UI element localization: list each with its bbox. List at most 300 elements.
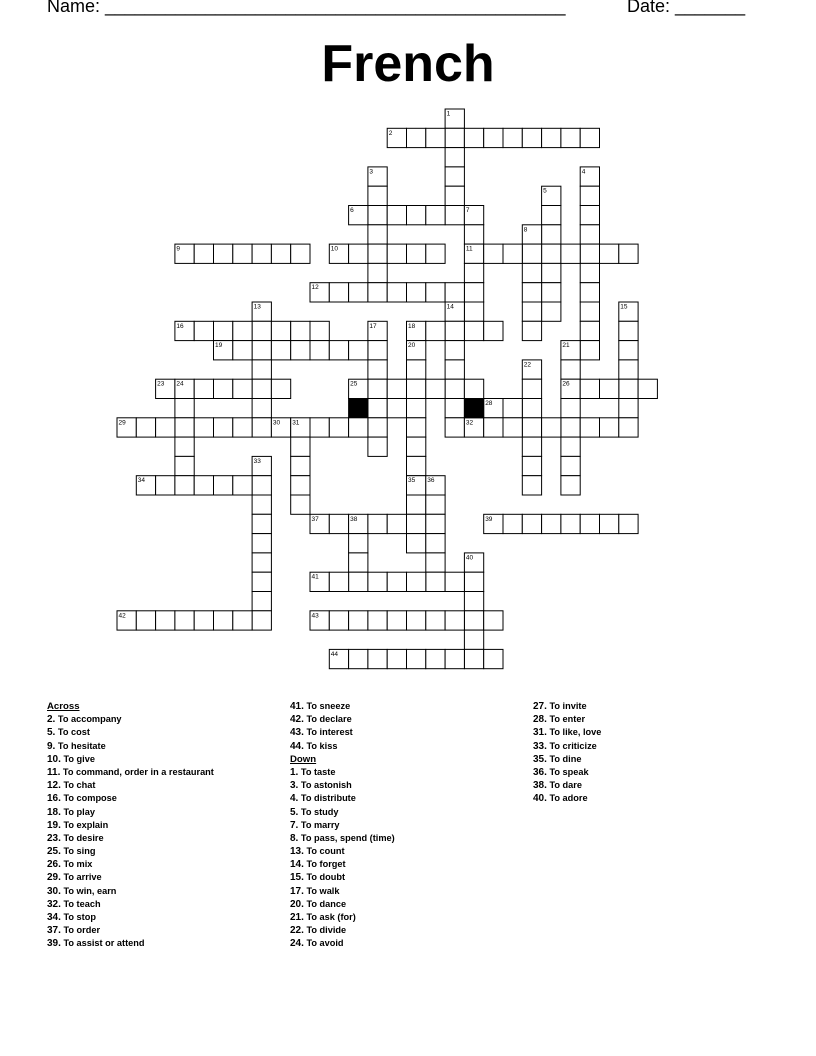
grid-cell[interactable] (426, 283, 445, 302)
grid-cell[interactable] (561, 456, 580, 475)
grid-cell[interactable] (252, 321, 271, 340)
grid-cell[interactable] (252, 341, 271, 360)
clue-column-2 (290, 700, 395, 951)
clue-number: 27 (350, 400, 358, 407)
grid-cell[interactable] (407, 128, 426, 147)
clue-item-text: To cost (55, 727, 90, 738)
grid-cell[interactable] (329, 572, 348, 591)
grid-cell[interactable] (368, 514, 387, 533)
grid-cell[interactable] (368, 572, 387, 591)
grid-cell[interactable] (464, 321, 483, 340)
grid-cell[interactable] (368, 225, 387, 244)
grid-cell[interactable] (329, 611, 348, 630)
grid-cell[interactable] (445, 167, 464, 186)
grid-cell[interactable] (175, 437, 194, 456)
grid-cell[interactable] (542, 244, 561, 263)
grid-cell[interactable] (349, 341, 368, 360)
grid-cell[interactable] (464, 379, 483, 398)
clue-number: 2 (388, 129, 393, 137)
grid-cell[interactable] (407, 418, 426, 437)
grid-cell[interactable] (503, 399, 522, 418)
clue-item-text: To taste (298, 766, 336, 777)
clue-item-number: 30. (47, 885, 61, 897)
grid-cell[interactable] (619, 360, 638, 379)
grid-cell[interactable] (175, 476, 194, 495)
grid-cell[interactable] (619, 321, 638, 340)
clue-number: 37 (311, 515, 319, 523)
grid-cell[interactable] (387, 379, 406, 398)
grid-cell[interactable] (522, 283, 541, 302)
grid-cell[interactable] (503, 244, 522, 263)
date-field-label: Date: _______ (627, 0, 746, 16)
grid-cell[interactable] (252, 495, 271, 514)
grid-cell[interactable] (214, 321, 233, 340)
grid-cell[interactable] (445, 379, 464, 398)
grid-cell[interactable] (464, 630, 483, 649)
grid-cell[interactable] (407, 379, 426, 398)
grid-cell[interactable] (387, 649, 406, 668)
grid-cell[interactable] (368, 206, 387, 225)
clue-item (290, 700, 395, 713)
grid-cell[interactable] (484, 418, 503, 437)
clue-item-number: 44. (290, 740, 304, 752)
grid-cell[interactable] (464, 283, 483, 302)
grid-cell[interactable] (214, 476, 233, 495)
grid-cell[interactable] (291, 456, 310, 475)
grid-cell[interactable] (407, 360, 426, 379)
clue-item-number: 33. (533, 740, 547, 752)
grid-cell[interactable] (387, 514, 406, 533)
grid-cell[interactable] (214, 244, 233, 263)
grid-cell[interactable] (464, 572, 483, 591)
grid-cell[interactable] (233, 379, 252, 398)
clue-item-text: To avoid (303, 938, 344, 949)
grid-cell[interactable] (252, 476, 271, 495)
clue-item (47, 885, 214, 898)
grid-cell[interactable] (136, 611, 155, 630)
grid-cell[interactable] (175, 456, 194, 475)
grid-cell[interactable] (619, 514, 638, 533)
grid-cell[interactable] (407, 399, 426, 418)
grid-cell[interactable] (580, 418, 599, 437)
grid-cell[interactable] (368, 611, 387, 630)
clue-item-number: 39. (47, 938, 61, 950)
grid-cell[interactable] (329, 418, 348, 437)
grid-cell[interactable] (580, 263, 599, 282)
grid-cell[interactable] (503, 514, 522, 533)
grid-cell[interactable] (426, 649, 445, 668)
grid-cell[interactable] (522, 321, 541, 340)
grid-cell[interactable] (445, 611, 464, 630)
grid-cell[interactable] (407, 649, 426, 668)
clue-item-text: To sing (60, 846, 96, 857)
grid-cell[interactable] (580, 379, 599, 398)
grid-cell[interactable] (233, 244, 252, 263)
grid-cell[interactable] (368, 418, 387, 437)
grid-cell[interactable] (291, 495, 310, 514)
grid-cell[interactable] (522, 128, 541, 147)
clue-item-text: To pass, spend (time) (298, 832, 395, 843)
grid-cell[interactable] (445, 399, 464, 418)
clue-item-number: 13. (290, 846, 304, 858)
clue-number: 41 (311, 573, 319, 581)
grid-cell[interactable] (426, 572, 445, 591)
grid-cell[interactable] (329, 514, 348, 533)
grid-cell[interactable] (368, 341, 387, 360)
grid-cell[interactable] (252, 534, 271, 553)
grid-cell[interactable] (349, 572, 368, 591)
grid-cell[interactable] (349, 611, 368, 630)
grid-cell[interactable] (445, 572, 464, 591)
clue-item (47, 726, 214, 739)
grid-cell[interactable] (561, 514, 580, 533)
clue-item (290, 845, 395, 858)
grid-cell[interactable] (503, 128, 522, 147)
grid-cell[interactable] (522, 302, 541, 321)
clue-item (47, 911, 214, 924)
clue-item (533, 753, 601, 766)
grid-cell[interactable] (484, 649, 503, 668)
grid-cell[interactable] (368, 360, 387, 379)
grid-cell[interactable] (233, 611, 252, 630)
clue-number: 31 (292, 419, 300, 427)
clue-number: 9 (176, 245, 181, 253)
grid-cell[interactable] (407, 514, 426, 533)
grid-cell[interactable] (349, 244, 368, 263)
clue-item (47, 898, 214, 911)
grid-cell[interactable] (426, 611, 445, 630)
grid-cell[interactable] (464, 592, 483, 611)
clue-item (290, 766, 395, 779)
clue-item-text: To chat (60, 780, 96, 791)
grid-cell[interactable] (580, 244, 599, 263)
grid-cell[interactable] (349, 418, 368, 437)
clue-item-number: 5. (47, 727, 56, 739)
grid-cell[interactable] (426, 206, 445, 225)
grid-cell[interactable] (175, 399, 194, 418)
grid-cell[interactable] (426, 553, 445, 572)
clue-number: 16 (176, 322, 184, 330)
clue-item-text: To divide (303, 925, 347, 936)
grid-cell[interactable] (329, 341, 348, 360)
grid-cell[interactable] (542, 128, 561, 147)
grid-cell[interactable] (291, 341, 310, 360)
grid-cell[interactable] (445, 148, 464, 167)
grid-cell[interactable] (387, 572, 406, 591)
grid-cell[interactable] (522, 437, 541, 456)
clue-item (290, 937, 395, 950)
grid-cell[interactable] (271, 244, 290, 263)
clue-column-3 (533, 700, 601, 806)
grid-cell[interactable] (464, 611, 483, 630)
clue-item (290, 792, 395, 805)
grid-cell[interactable] (445, 418, 464, 437)
grid-cell[interactable] (445, 321, 464, 340)
grid-cell[interactable] (464, 302, 483, 321)
grid-cell[interactable] (175, 611, 194, 630)
grid-cell[interactable] (252, 553, 271, 572)
grid-cell[interactable] (522, 418, 541, 437)
grid-cell[interactable] (194, 418, 213, 437)
grid-cell[interactable] (310, 418, 329, 437)
grid-cell[interactable] (600, 379, 619, 398)
grid-cell[interactable] (619, 418, 638, 437)
grid-cell[interactable] (580, 341, 599, 360)
grid-cell[interactable] (407, 611, 426, 630)
grid-cell[interactable] (561, 128, 580, 147)
grid-cell[interactable] (271, 341, 290, 360)
grid-cell[interactable] (233, 321, 252, 340)
grid-cell[interactable] (484, 128, 503, 147)
grid-cell[interactable] (233, 418, 252, 437)
grid-cell[interactable] (175, 418, 194, 437)
grid-cell[interactable] (600, 244, 619, 263)
clue-item-number: 8. (290, 832, 299, 844)
grid-cell[interactable] (426, 495, 445, 514)
grid-cell[interactable] (387, 611, 406, 630)
clue-item (290, 832, 395, 845)
grid-cell[interactable] (464, 128, 483, 147)
clue-item (47, 819, 214, 832)
grid-cell[interactable] (194, 611, 213, 630)
clue-item-text: To speak (546, 766, 589, 777)
grid-cell[interactable] (542, 263, 561, 282)
grid-cell[interactable] (368, 379, 387, 398)
grid-cell[interactable] (349, 283, 368, 302)
grid-cell[interactable] (445, 128, 464, 147)
grid-cell[interactable] (252, 244, 271, 263)
grid-cell[interactable] (445, 360, 464, 379)
grid-cell[interactable] (464, 649, 483, 668)
grid-cell[interactable] (580, 321, 599, 340)
clue-item-number: 37. (47, 925, 61, 937)
clue-number: 15 (620, 303, 628, 311)
clue-item-text: To dine (546, 753, 582, 764)
grid-cell[interactable] (310, 321, 329, 340)
grid-cell[interactable] (156, 418, 175, 437)
grid-cell[interactable] (368, 186, 387, 205)
grid-cell[interactable] (580, 128, 599, 147)
grid-cell[interactable] (407, 206, 426, 225)
grid-cell[interactable] (368, 244, 387, 263)
clue-item-number: 42. (290, 714, 304, 726)
grid-cell[interactable] (407, 244, 426, 263)
grid-cell[interactable] (156, 476, 175, 495)
grid-cell[interactable] (619, 244, 638, 263)
clue-item-text: To like, love (546, 727, 602, 738)
grid-cell[interactable] (291, 244, 310, 263)
grid-cell[interactable] (503, 418, 522, 437)
clue-item-number: 24. (290, 938, 304, 950)
name-field-label: Name: ______________________________________________ (47, 0, 566, 16)
grid-cell[interactable] (619, 399, 638, 418)
grid-cell[interactable] (580, 186, 599, 205)
grid-cell[interactable] (542, 225, 561, 244)
grid-cell[interactable] (368, 283, 387, 302)
grid-cell[interactable] (522, 244, 541, 263)
grid-cell[interactable] (580, 514, 599, 533)
grid-cell[interactable] (252, 379, 271, 398)
clue-number: 12 (311, 284, 319, 292)
grid-cell[interactable] (619, 379, 638, 398)
clue-number: 36 (427, 477, 435, 485)
grid-cell[interactable] (194, 379, 213, 398)
grid-cell[interactable] (445, 186, 464, 205)
grid-cell[interactable] (407, 456, 426, 475)
grid-cell[interactable] (580, 302, 599, 321)
grid-cell[interactable] (214, 611, 233, 630)
grid-cell[interactable] (349, 534, 368, 553)
clue-item (47, 753, 214, 766)
grid-cell[interactable] (561, 360, 580, 379)
grid-cell[interactable] (291, 321, 310, 340)
grid-cell[interactable] (136, 418, 155, 437)
grid-cell[interactable] (600, 514, 619, 533)
grid-cell[interactable] (484, 244, 503, 263)
grid-cell[interactable] (542, 283, 561, 302)
grid-cell[interactable] (368, 649, 387, 668)
grid-cell[interactable] (580, 206, 599, 225)
grid-cell[interactable] (349, 649, 368, 668)
grid-cell[interactable] (522, 379, 541, 398)
grid-cell[interactable] (233, 476, 252, 495)
grid-cell[interactable] (329, 283, 348, 302)
grid-cell[interactable] (619, 341, 638, 360)
grid-cell[interactable] (542, 302, 561, 321)
grid-cell[interactable] (522, 399, 541, 418)
grid-cell[interactable] (561, 244, 580, 263)
grid-cell[interactable] (522, 456, 541, 475)
grid-cell[interactable] (291, 476, 310, 495)
grid-cell[interactable] (561, 476, 580, 495)
clue-item-text: To order (60, 925, 101, 936)
clue-number: 5 (543, 187, 547, 195)
grid-cell[interactable] (407, 283, 426, 302)
clue-number: 25 (350, 380, 358, 388)
grid-cell[interactable] (407, 495, 426, 514)
grid-cell[interactable] (252, 592, 271, 611)
clue-number: 20 (408, 342, 416, 350)
clue-number: 40 (465, 554, 474, 562)
grid-cell[interactable] (349, 553, 368, 572)
clue-item (533, 740, 601, 753)
grid-cell[interactable] (464, 225, 483, 244)
clue-item-text: To sneeze (303, 701, 351, 711)
grid-cell[interactable] (271, 321, 290, 340)
grid-cell[interactable] (445, 341, 464, 360)
clue-item (47, 806, 214, 819)
clue-item-number: 31. (533, 727, 547, 739)
grid-cell[interactable] (194, 244, 213, 263)
clue-item (47, 845, 214, 858)
grid-cell[interactable] (426, 321, 445, 340)
clue-item-number: 4. (290, 793, 299, 805)
grid-cell[interactable] (368, 263, 387, 282)
grid-cell[interactable] (580, 283, 599, 302)
grid-cell[interactable] (426, 244, 445, 263)
grid-cell[interactable] (445, 206, 464, 225)
grid-cell[interactable] (484, 611, 503, 630)
grid-cell[interactable] (252, 360, 271, 379)
grid-cell[interactable] (368, 399, 387, 418)
grid-cell[interactable] (407, 572, 426, 591)
grid-cell[interactable] (407, 437, 426, 456)
clue-item (533, 713, 601, 726)
grid-cell[interactable] (561, 418, 580, 437)
grid-cell[interactable] (522, 476, 541, 495)
clue-number: 29 (118, 419, 126, 427)
grid-cell[interactable] (600, 418, 619, 437)
clue-item (47, 740, 214, 753)
clue-item-text: To invite (546, 701, 587, 711)
grid-cell[interactable] (445, 283, 464, 302)
clue-item-text: To dare (546, 780, 582, 791)
grid-cell[interactable] (310, 341, 329, 360)
clue-item-text: To distribute (298, 793, 356, 804)
grid-cell[interactable] (252, 399, 271, 418)
grid-cell[interactable] (252, 572, 271, 591)
clue-item (290, 806, 395, 819)
clue-number: 17 (369, 322, 377, 330)
clue-item-text: To mix (60, 859, 93, 870)
grid-cell[interactable] (387, 283, 406, 302)
grid-cell[interactable] (561, 399, 580, 418)
clue-item-text: To doubt (303, 872, 346, 883)
grid-cell[interactable] (542, 514, 561, 533)
grid-cell[interactable] (214, 418, 233, 437)
clue-item-number: 9. (47, 740, 56, 752)
grid-cell[interactable] (445, 649, 464, 668)
grid-cell[interactable] (484, 321, 503, 340)
grid-cell[interactable] (522, 514, 541, 533)
grid-cell[interactable] (156, 611, 175, 630)
clue-item (533, 779, 601, 792)
grid-cell[interactable] (638, 379, 657, 398)
grid-cell[interactable] (368, 437, 387, 456)
clue-number: 21 (562, 342, 570, 350)
grid-cell[interactable] (271, 379, 290, 398)
grid-cell[interactable] (542, 418, 561, 437)
clue-item (290, 740, 395, 753)
clue-number: 30 (272, 419, 281, 427)
grid-cell[interactable] (407, 534, 426, 553)
grid-cell[interactable] (252, 514, 271, 533)
grid-cell[interactable] (426, 128, 445, 147)
clue-item-number: 7. (290, 819, 299, 831)
grid-cell[interactable] (522, 263, 541, 282)
grid-cell[interactable] (542, 206, 561, 225)
clue-item (47, 832, 214, 845)
grid-cell[interactable] (291, 437, 310, 456)
grid-cell[interactable] (252, 611, 271, 630)
grid-cell[interactable] (194, 476, 213, 495)
grid-cell[interactable] (387, 206, 406, 225)
grid-cell[interactable] (387, 244, 406, 263)
grid-cell[interactable] (426, 514, 445, 533)
grid-cell[interactable] (426, 379, 445, 398)
grid-cell[interactable] (426, 534, 445, 553)
grid-cell[interactable] (194, 321, 213, 340)
clue-number: 4 (581, 168, 586, 176)
grid-cell[interactable] (252, 418, 271, 437)
grid-cell[interactable] (464, 263, 483, 282)
grid-cell[interactable] (214, 379, 233, 398)
grid-cell[interactable] (580, 225, 599, 244)
grid-cell[interactable] (233, 341, 252, 360)
grid-cell[interactable] (387, 399, 406, 418)
grid-cell[interactable] (561, 437, 580, 456)
clue-item-text: To interest (303, 727, 353, 738)
